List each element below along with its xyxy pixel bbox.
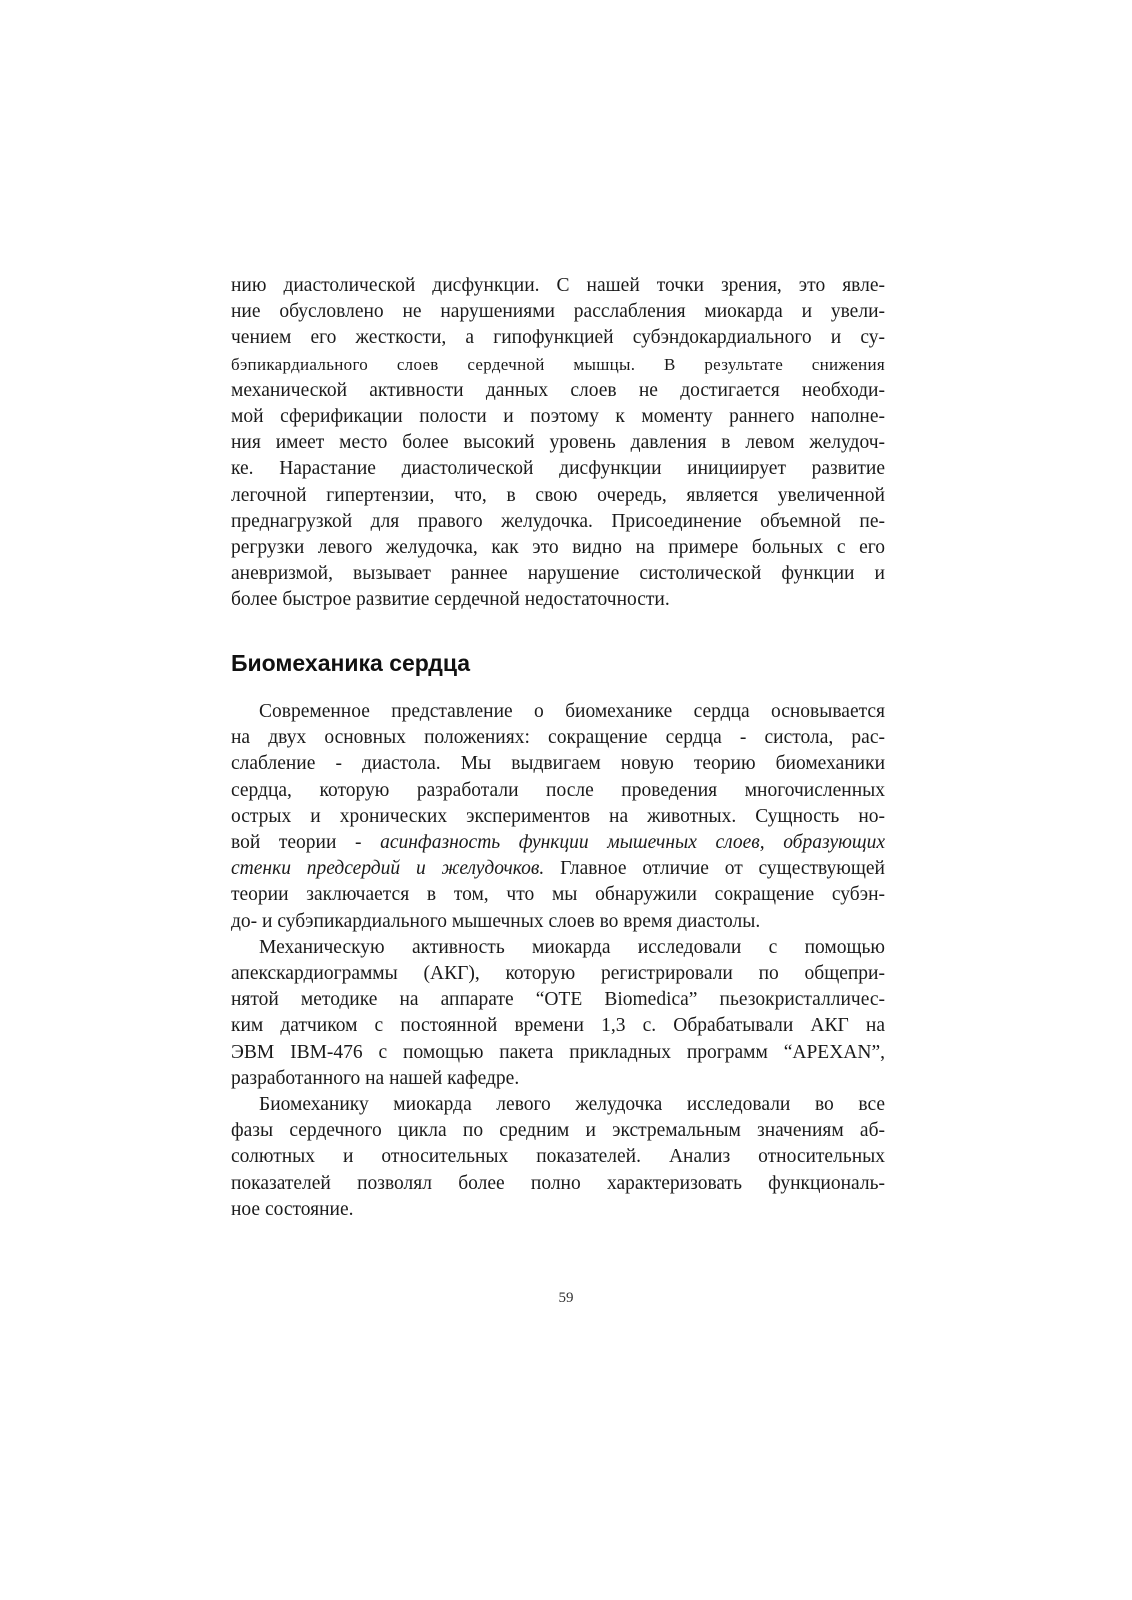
text-plain: Главное отличие от существующей xyxy=(544,858,885,880)
text-line: ким датчиком с постоянной времени 1,3 с. Обрабатывали АКГ на xyxy=(231,1015,885,1037)
text-line-mixed xyxy=(231,830,885,856)
text-line: аневризмой, вызывает раннее нарушение систолической функции и xyxy=(231,563,885,585)
text-line: показателей позволял более полно характеризовать функциональ- xyxy=(231,1172,885,1194)
text-line: ное состояние. xyxy=(231,1198,354,1220)
text-line: разработанного на нашей кафедре. xyxy=(231,1067,520,1089)
text-line: чением его жесткости, а гипофункцией субэндокардиального и су- xyxy=(231,327,885,349)
intro-paragraph xyxy=(231,273,885,614)
text-line: на двух основных положениях: сокращение сердца - систола, рас- xyxy=(231,727,885,749)
paragraph-analysis xyxy=(231,1092,885,1223)
text-line: острых и хронических экспериментов на животных. Сущность но- xyxy=(231,805,885,827)
text-line: механической активности данных слоев не достигается необходи- xyxy=(231,379,885,401)
section-body xyxy=(231,699,885,1223)
text-line: нию диастолической дисфункции. С нашей точки зрения, это явле- xyxy=(231,275,885,296)
page-number: 59 xyxy=(558,1290,574,1306)
text-line: нятой методике на аппарате “ОТЕ Biomedica” пьезокристалличес- xyxy=(231,989,885,1011)
text-line: сердца, которую разработали после проведения многочисленных xyxy=(231,779,885,801)
text-line: легочной гипертензии, что, в свою очередь, является увеличенной xyxy=(231,484,885,506)
text-line: ния имеет место более высокий уровень давления в левом желудоч- xyxy=(231,432,885,454)
section-heading: Биомеханика сердца xyxy=(231,650,471,676)
text-line: слабление - диастола. Мы выдвигаем новую теорию биомеханики xyxy=(231,753,885,775)
text-line: апекскардиограммы (АКГ), которую регистрировали по общепри- xyxy=(231,963,885,985)
text-line: фазы сердечного цикла по средним и экстремальным значениям аб- xyxy=(231,1120,885,1142)
text-line: регрузки левого желудочка, как это видно на примере больных с его xyxy=(231,537,885,559)
text-italic: стенки предсердий и желудочков. xyxy=(231,858,545,880)
text-line: ке. Нарастание диастолической дисфункции инициирует развитие xyxy=(231,458,885,480)
text-line: Механическую активность миокарда исследовали с помощью xyxy=(259,936,885,958)
text-line: солютных и относительных показателей. Анализ относительных xyxy=(231,1146,885,1168)
text-line: Современное представление о биомеханике сердца основывается xyxy=(259,701,885,722)
text-line: мой сферификации полости и поэтому к моменту раннего наполне- xyxy=(231,406,885,428)
text-line: теории заключается в том, что мы обнаружили сокращение субэн- xyxy=(231,884,885,906)
text-line: до- и субэпикардиального мышечных слоев во время диастолы. xyxy=(231,910,761,932)
text-line: ЭВМ IBM-476 с помощью пакета прикладных программ “APEXAN”, xyxy=(231,1041,885,1063)
paragraph-theory xyxy=(231,699,885,935)
text-line: бэпикардиального слоев сердечной мышцы. В результате снижения xyxy=(231,354,885,374)
text-line: преднагрузкой для правого желудочка. Присоединение объемной пе- xyxy=(231,510,885,532)
paragraph-methods xyxy=(231,935,885,1092)
text-line: более быстрое развитие сердечной недостаточности. xyxy=(231,589,670,611)
text-line-mixed xyxy=(231,856,885,882)
text-italic: асинфазность функции мышечных слоев, образующих xyxy=(380,832,885,854)
text-plain: вой теории - xyxy=(231,832,381,854)
text-line: Биомеханику миокарда левого желудочка исследовали во все xyxy=(259,1094,885,1116)
text-line: ние обусловлено не нарушениями расслабления миокарда и увели- xyxy=(231,301,885,323)
